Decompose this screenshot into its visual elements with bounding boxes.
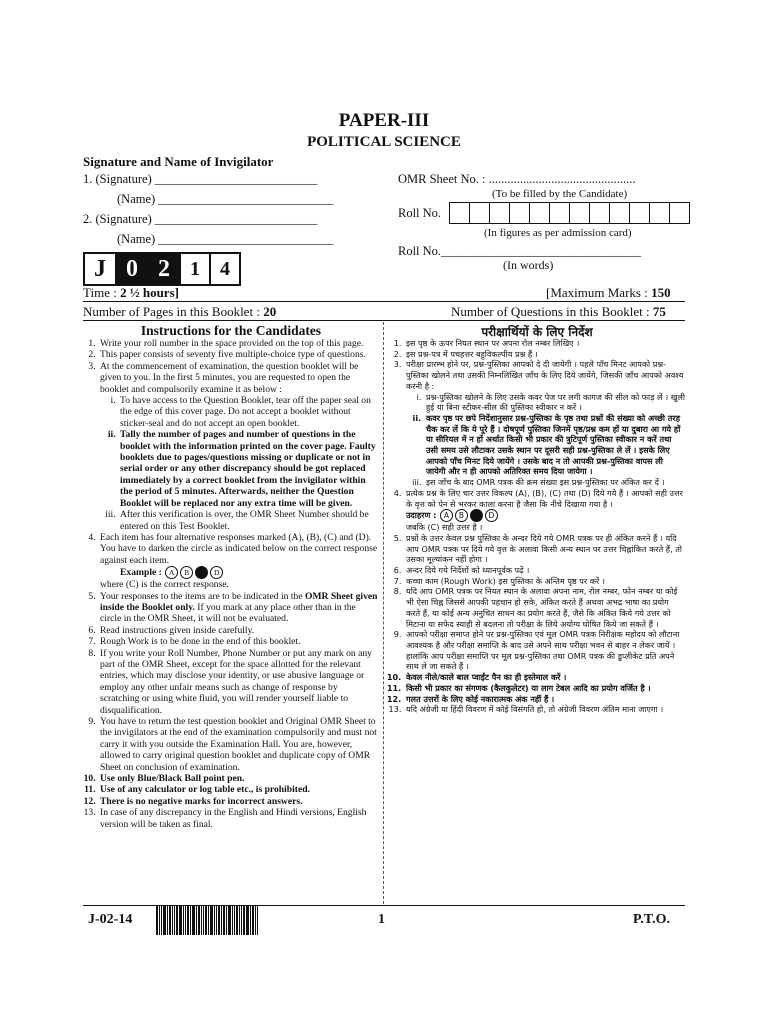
barcode-icon bbox=[156, 905, 271, 935]
roll-words-note: (In words) bbox=[503, 258, 554, 272]
instruction-subitem: ii. Tally the number of pages and number of questions in the booklet with the information printed on the cover page. Faulty booklets due to pages/questions missing or duplicate or not in serial order or any other discrepancy should be got replaced immediately by a correct booklet from the invigilator within the period of 5 minutes. Afterwards, neither the Question Booklet will be replaced nor any extra time will be given. bbox=[118, 429, 379, 509]
option-c-filled-bubble bbox=[195, 566, 208, 579]
option-b-bubble: B bbox=[455, 509, 468, 522]
instruction-item: 3. At the commencement of examination, the question booklet will be given to you. In the first 5 minutes, you are requested to open the booklet and compulsorily examine it as below : i. To have access to the Question Booklet, tear off the paper seal on the edge of this cover page. Do not accept a booklet without sticker-seal and do not accept an open booklet. ii. Tally the number of pages and number of questions in the booklet with the information printed on the cover page. Faulty booklets due to pages/questions missing or duplicate or not in serial order or any other discrepancy should be got replaced immediately by a correct booklet from the invigilator within the period of 5 minutes. Afterwards, neither the Question Booklet will be replaced nor any extra time will be given. iii. After this verification is over, the OMR Sheet Number should be entered on this Test Booklet. bbox=[98, 361, 379, 532]
option-d-bubble: D bbox=[485, 509, 498, 522]
english-instructions bbox=[83, 338, 379, 830]
instruction-item: 11. किसी भी प्रकार का संगणक (कैलकुलेटर) या लाग टेबल आदि का प्रयोग वर्जित है । bbox=[404, 683, 685, 694]
option-b-bubble: B bbox=[180, 566, 193, 579]
instruction-item: 12. There is no negative marks for incorrect answers. bbox=[98, 796, 379, 807]
roll-number-words: Roll No.________________________________ bbox=[398, 244, 642, 258]
instruction-item: 13. In case of any discrepancy in the English and Hindi versions, English version will be taken as final. bbox=[98, 807, 379, 830]
instruction-item: 8. If you write your Roll Number, Phone Number or put any mark on any part of the OMR Sheet, except for the space allotted for the relevant entries, which may disclose your identity, or use abusive language or employ any other unfair means such as change of response by scratching or using white fluid, you will render yourself liable to disqualification. bbox=[98, 648, 379, 716]
instruction-subitem: i. To have access to the Question Booklet, tear off the paper seal on the edge of this cover page. Do not accept a booklet without sticker-seal and do not accept an open booklet. bbox=[118, 395, 379, 429]
instruction-item: 5. प्रश्नों के उत्तर केवल प्रश्न पुस्तिका के अन्दर दिये गये OMR पत्रक पर ही अंकित करने हैं । यदि आप OMR पत्रक पर दिये गये वृत्त के अलावा किसी अन्य स्थान पर उत्तर चिह्नांकित करते हैं, तो उसका मूल्यांकन नहीं होगा । bbox=[404, 533, 685, 565]
option-a-bubble: A bbox=[440, 509, 453, 522]
instruction-item: 10. केवल नीले/काले बाल प्वाईंट पैन का ही इस्तेमाल करें । bbox=[404, 672, 685, 683]
invigilator2-signature: 2. (Signature) __________________________ bbox=[83, 212, 318, 226]
omr-sheet-field: OMR Sheet No. : ............................................... bbox=[398, 172, 636, 186]
instruction-item: 9. You have to return the test question booklet and Original OMR Sheet to the invigilators at the end of the examination compulsorily and must not carry it with you outside the Examination Hall. You are, however, allowed to carry original question booklet and duplicate copy of OMR Sheet on conclusion of examination. bbox=[98, 716, 379, 773]
code-digit: 0 bbox=[117, 254, 149, 284]
invigilator-heading: Signature and Name of Invigilator bbox=[83, 154, 274, 169]
maximum-marks: [Maximum Marks : 150 bbox=[546, 285, 671, 300]
instruction-item: 5. Your responses to the items are to be indicated in the OMR Sheet given inside the Booklet only. If you mark at any place other than in the circle in the OMR Sheet, it will not be evaluated. bbox=[98, 591, 379, 625]
invigilator1-name: (Name) ____________________________ bbox=[117, 192, 334, 206]
omr-sheet-note: (To be filled by the Candidate) bbox=[492, 188, 628, 200]
roll-number-note: (In figures as per admission card) bbox=[484, 227, 632, 239]
subject-title: POLITICAL SCIENCE bbox=[307, 134, 461, 150]
divider bbox=[83, 320, 685, 321]
instruction-item: 7. Rough Work is to be done in the end of this booklet. bbox=[98, 636, 379, 647]
instruction-subitem: iii. इस जाँच के बाद OMR पत्रक की क्रम संख्या इस प्रश्न-पुस्तिका पर अंकित कर दें । bbox=[424, 477, 685, 488]
page-number: 1 bbox=[378, 912, 385, 927]
hindi-instructions-heading: परीक्षार्थियों के लिए निर्देश bbox=[481, 325, 593, 339]
instruction-item: 3. परीक्षा प्रारम्भ होने पर, प्रश्न-पुस्तिका आपको दे दी जायेगी । पहले पाँच मिनट आपको प्रश्न-पुस्तिका खोलने तथा उसकी निम्नलिखित जाँच के लिए दिये जायेंगे, जिसकी जाँच आपको अवश्य करनी है : i. प्रश्न-पुस्तिका खोलने के लिए उसके कवर पेज पर लगी कागज की सील को फाड़ लें । खुली हुई या बिना स्टीकर-सील की पुस्तिका स्वीकार न करें । ii. कवर पृष्ठ पर छपे निर्देशानुसार प्रश्न-पुस्तिका के पृष्ठ तथा प्रश्नों की संख्या को अच्छी तरह चैक कर लें कि ये पूरे हैं । दोषपूर्ण पुस्तिका जिनमें पृष्ठ/प्रश्न कम हों या दुबारा आ गये हों या सीरियल में न हों अर्थात किसी भी प्रकार की त्रुटिपूर्ण पुस्तिका स्वीकार न करें तथा उसी समय उसे लौटाकर उसके स्थान पर दूसरी सही प्रश्न-पुस्तिका ले लें । इसके लिए आपको पाँच मिनट दिये जायेंगे । उसके बाद न तो आपकी प्रश्न-पुस्तिका वापस ली जायेगी और न ही आपको अतिरिक्त समय दिया जायेगा । iii. इस जाँच के बाद OMR पत्रक की क्रम संख्या इस प्रश्न-पुस्तिका पर अंकित कर दें । bbox=[404, 359, 685, 487]
instruction-item: 11. Use of any calculator or log table etc., is prohibited. bbox=[98, 784, 379, 795]
page-count: Number of Pages in this Booklet : 20 bbox=[83, 304, 277, 319]
code-digit: 4 bbox=[220, 257, 230, 280]
instruction-item: 12. गलत उत्तरों के लिए कोई नकारात्मक अंक नहीं हैं । bbox=[404, 694, 685, 705]
instruction-item: 9. आपको परीक्षा समाप्त होने पर प्रश्न-पुस्तिका एवं मूल OMR पत्रक निरीक्षक महोदय को लौटाना आवश्यक है और परीक्षा समाप्ति के बाद उसे अपने साथ परीक्षा भवन से बाहर न लेकर जायें । हालांकि आप परीक्षा समाप्ति पर मूल प्रश्न-पुस्तिका तथा OMR पत्रक की डुप्लीकेट प्रति अपने साथ ले जा सकते हैं । bbox=[404, 629, 685, 672]
option-c-filled-bubble bbox=[470, 509, 483, 522]
question-count: Number of Questions in this Booklet : 75 bbox=[451, 304, 666, 319]
english-instructions-heading: Instructions for the Candidates bbox=[140, 323, 322, 338]
column-divider bbox=[383, 322, 384, 904]
code-digit: 2 bbox=[149, 254, 181, 284]
instruction-item: 10. Use only Blue/Black Ball point pen. bbox=[98, 773, 379, 784]
footer-paper-code: J-02-14 bbox=[88, 912, 133, 927]
instruction-item: 6. अन्दर दिये गये निर्देशों को ध्यानपूर्वक पढ़ें । bbox=[404, 565, 685, 576]
instruction-item: 4. Each item has four alternative responses marked (A), (B), (C) and (D). You have to darken the circle as indicated below on the correct response against each item. Example : A B D where (C) is the correct response. bbox=[98, 532, 379, 591]
paper-title: PAPER-III bbox=[338, 110, 430, 131]
instruction-item: 1. Write your roll number in the space provided on the top of this page. bbox=[98, 338, 379, 349]
instruction-item: 4. प्रत्येक प्रश्न के लिए चार उत्तर विकल्प (A), (B), (C) तथा (D) दिये गये हैं । आपको सही उत्तर के वृत्त को पेन से भरकर काला करना है जैसा कि नीचे दिखाया गया है । उदाहरण : A B D जबकि (C) सही उत्तर है । bbox=[404, 488, 685, 533]
time-allowed: Time : 2 ½ hours] bbox=[83, 285, 179, 300]
roll-number-label: Roll No. bbox=[398, 206, 442, 220]
instruction-item: 13. यदि अंग्रेजी या हिंदी विवरण में कोई विसंगति हो, तो अंग्रेजी विवरण अंतिम माना जाएगा । bbox=[404, 704, 685, 715]
instruction-subitem: i. प्रश्न-पुस्तिका खोलने के लिए उसके कवर पेज पर लगी कागज की सील को फाड़ लें । खुली हुई या बिना स्टीकर-सील की पुस्तिका स्वीकार न करें । bbox=[424, 392, 685, 413]
divider bbox=[83, 301, 685, 302]
invigilator2-name: (Name) ____________________________ bbox=[117, 232, 334, 246]
instruction-subitem: ii. कवर पृष्ठ पर छपे निर्देशानुसार प्रश्न-पुस्तिका के पृष्ठ तथा प्रश्नों की संख्या को अच्छी तरह चैक कर लें कि ये पूरे हैं । दोषपूर्ण पुस्तिका जिनमें पृष्ठ/प्रश्न कम हों या दुबारा आ गये हों या सीरियल में न हों अर्थात किसी भी प्रकार की त्रुटिपूर्ण पुस्तिका स्वीकार न करें तथा उसी समय उसे लौटाकर उसके स्थान पर दूसरी सही प्रश्न-पुस्तिका ले लें । इसके लिए आपको पाँच मिनट दिये जायेंगे । उसके बाद न तो आपकी प्रश्न-पुस्तिका वापस ली जायेगी और न ही आपको अतिरिक्त समय दिया जायेगा । bbox=[424, 413, 685, 477]
instruction-subitem: iii. After this verification is over, the OMR Sheet Number should be entered on this Test Booklet. bbox=[118, 509, 379, 532]
instruction-item: 6. Read instructions given inside carefully. bbox=[98, 625, 379, 636]
instruction-item: 7. कच्चा काम (Rough Work) इस पुस्तिका के अन्तिम पृष्ठ पर करें । bbox=[404, 576, 685, 587]
instruction-item: 1. इस पृष्ठ के ऊपर नियत स्थान पर अपना रोल नम्बर लिखिए । bbox=[404, 338, 685, 349]
instruction-item: 8. यदि आप OMR पत्रक पर नियत स्थान के अलावा अपना नाम, रोल नम्बर, फोन नम्बर या कोई भी ऐसा चिह्न जिससे आपकी पहचान हो सके, अंकित करते हैं अथवा अभद्र भाषा का प्रयोग करते हैं, या कोई अन्य अनुचित साधन का प्रयोग करते हैं, जैसे कि अंकित किये गये उत्तर को मिटाना या सफेद स्याही से बदलना तो परीक्षा के लिये अयोग्य घोषित किये जा सकते हैं । bbox=[404, 586, 685, 629]
code-letter: J bbox=[85, 254, 117, 284]
instruction-item: 2. This paper consists of seventy five multiple-choice type of questions. bbox=[98, 349, 379, 360]
option-a-bubble: A bbox=[165, 566, 178, 579]
paper-code-box bbox=[83, 252, 241, 286]
code-digit: 1 bbox=[181, 254, 211, 284]
hindi-instructions bbox=[389, 338, 685, 715]
instruction-item: 2. इस प्रश्न-पत्र में पचहत्तर बहुविकल्पीय प्रश्न हैं । bbox=[404, 349, 685, 360]
roll-number-boxes bbox=[449, 202, 690, 224]
invigilator1-signature: 1. (Signature) __________________________ bbox=[83, 172, 318, 186]
option-d-bubble: D bbox=[210, 566, 223, 579]
please-turn-over: P.T.O. bbox=[633, 912, 670, 927]
